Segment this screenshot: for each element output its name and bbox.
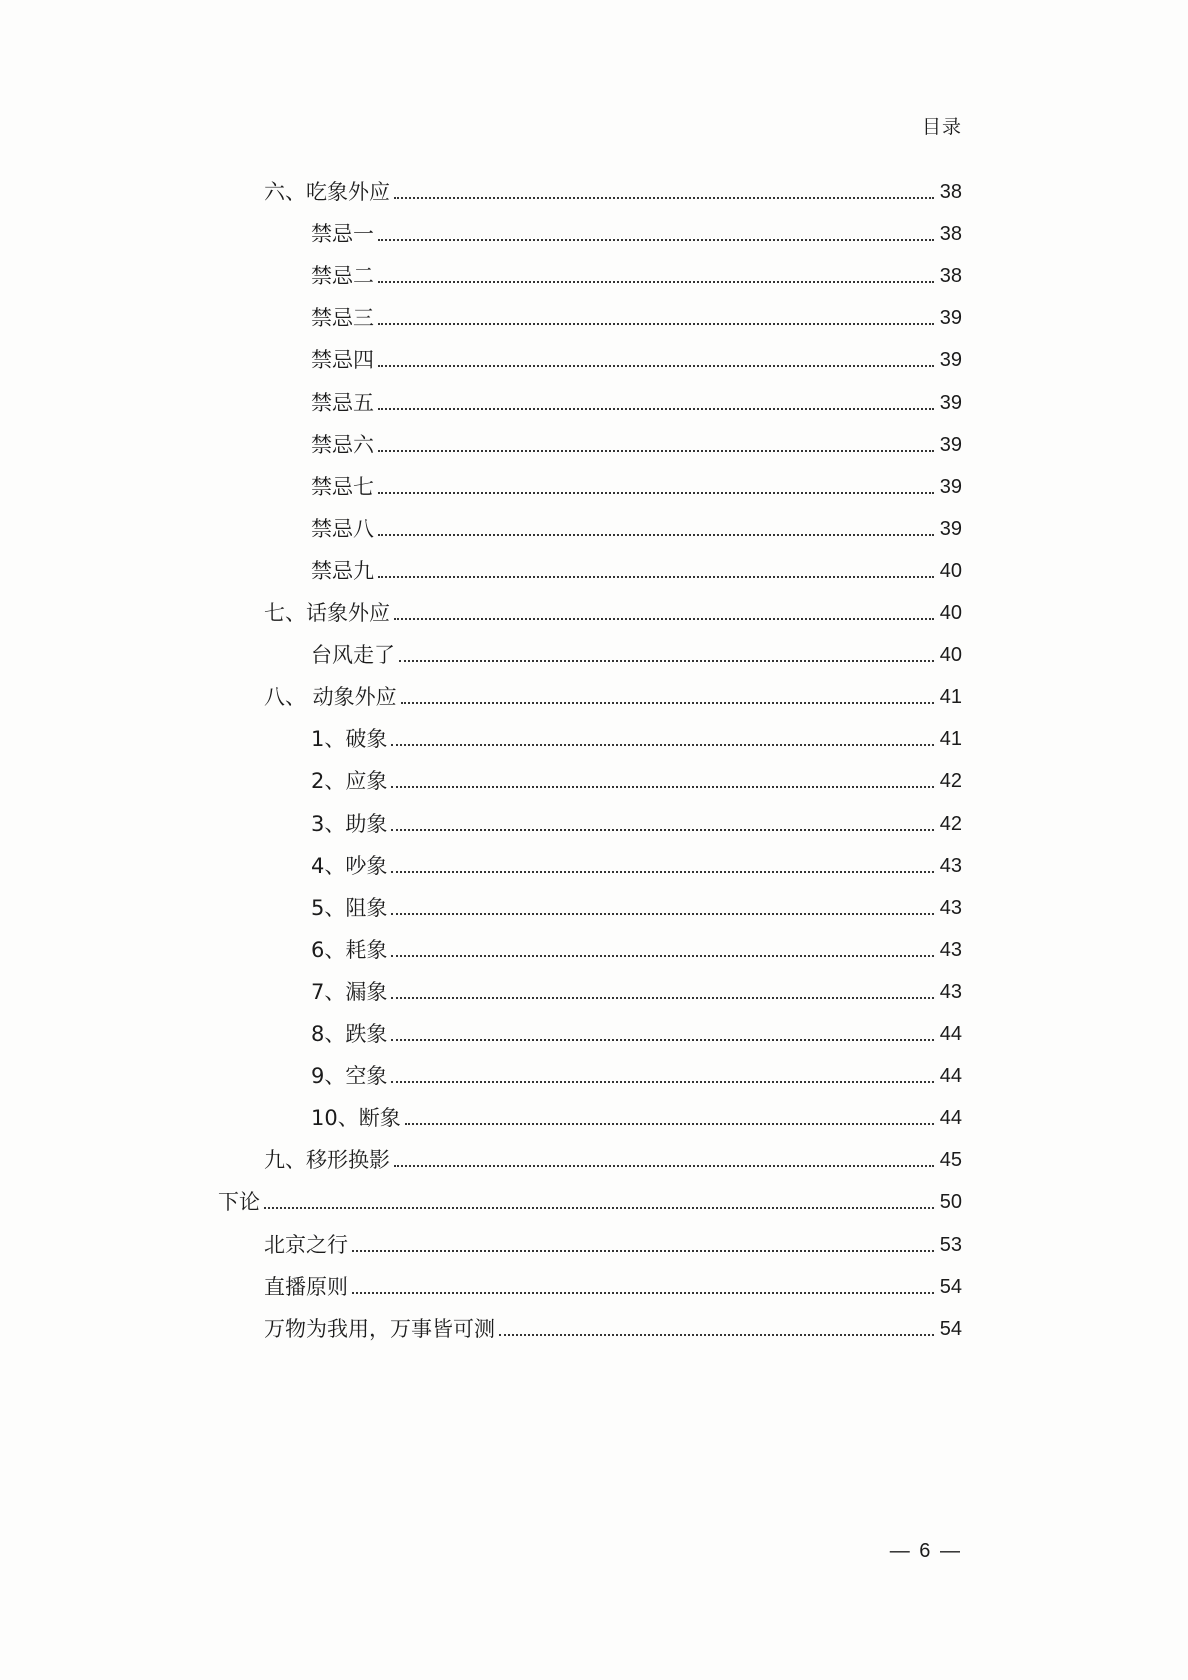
- toc-dot-leader: [391, 955, 934, 957]
- toc-entry-page: 40: [939, 602, 962, 624]
- toc-entry: [264, 1314, 962, 1344]
- toc-entry-page: 39: [939, 518, 962, 540]
- toc-entry-page: 43: [939, 939, 962, 961]
- toc-dot-leader: [352, 1292, 934, 1294]
- toc-entry-page: 43: [939, 981, 962, 1003]
- toc-entry: [264, 177, 962, 207]
- toc-entry-page: 38: [939, 265, 962, 287]
- toc-entry-page: 44: [939, 1065, 962, 1087]
- toc-entry-title: 5、阻象: [311, 896, 388, 920]
- toc-dot-leader: [378, 576, 934, 578]
- toc-entry: [311, 1103, 962, 1133]
- toc-entry: [311, 809, 962, 839]
- toc-entry-title: 禁忌三: [311, 306, 374, 330]
- toc-entry-title: 8、跌象: [311, 1022, 388, 1046]
- toc-dot-leader: [378, 281, 934, 283]
- toc-entry-page: 44: [939, 1023, 962, 1045]
- toc-entry: [311, 893, 962, 923]
- toc-entry: [311, 977, 962, 1007]
- toc-entry-page: 39: [939, 349, 962, 371]
- toc-entry-page: 39: [939, 307, 962, 329]
- toc-dot-leader: [264, 1207, 934, 1209]
- toc-dot-leader: [378, 323, 934, 325]
- toc-entry-title: 六、吃象外应: [264, 180, 390, 204]
- toc-entry: [264, 1230, 962, 1260]
- toc-dot-leader: [391, 1081, 934, 1083]
- toc-dot-leader: [499, 1334, 934, 1336]
- toc-entry: [311, 1061, 962, 1091]
- toc-entry-page: 54: [939, 1276, 962, 1298]
- toc-entry-title: 禁忌一: [311, 222, 374, 246]
- toc-entry-page: 44: [939, 1107, 962, 1129]
- toc-entry-page: 41: [939, 728, 962, 750]
- toc-dot-leader: [405, 1123, 934, 1125]
- toc-entry-page: 39: [939, 434, 962, 456]
- toc-entry: [311, 303, 962, 333]
- toc-entry-title: 9、空象: [311, 1064, 388, 1088]
- toc-entry: [311, 430, 962, 460]
- toc-entry-title: 3、助象: [311, 812, 388, 836]
- toc-entry-title: 禁忌七: [311, 475, 374, 499]
- toc-dot-leader: [399, 660, 934, 662]
- toc-entry: [311, 472, 962, 502]
- toc-entry-title: 禁忌六: [311, 433, 374, 457]
- toc-entry-title: 禁忌五: [311, 391, 374, 415]
- toc-dot-leader: [378, 239, 934, 241]
- toc-entry: [311, 219, 962, 249]
- toc-entry-page: 42: [939, 770, 962, 792]
- toc-dot-leader: [378, 450, 934, 452]
- toc-entry-page: 53: [939, 1234, 962, 1256]
- toc-entry: [311, 1019, 962, 1049]
- toc-entry: [264, 598, 962, 628]
- toc-dot-leader: [401, 702, 934, 704]
- toc-entry-title: 七、话象外应: [264, 601, 390, 625]
- toc-entry: [264, 682, 962, 712]
- page-number: — 6 —: [889, 1540, 962, 1562]
- toc-entry-title: 下论: [218, 1190, 260, 1214]
- toc-entry: [264, 1272, 962, 1302]
- toc-entry-title: 7、漏象: [311, 980, 388, 1004]
- toc-entry: [311, 724, 962, 754]
- toc-entry-title: 禁忌九: [311, 559, 374, 583]
- toc-entry-page: 45: [939, 1149, 962, 1171]
- toc-entry: [311, 935, 962, 965]
- toc-dot-leader: [378, 365, 934, 367]
- toc-entry-page: 40: [939, 644, 962, 666]
- toc-dot-leader: [378, 408, 934, 410]
- toc-entry-page: 40: [939, 560, 962, 582]
- toc-dot-leader: [391, 744, 934, 746]
- toc-entry: [218, 1187, 962, 1217]
- toc-entry-page: 39: [939, 476, 962, 498]
- toc-dot-leader: [391, 871, 934, 873]
- toc-entry-page: 43: [939, 897, 962, 919]
- toc-entry-title: 八、 动象外应: [264, 685, 397, 709]
- toc-entry: [311, 388, 962, 418]
- toc-entry-title: 2、应象: [311, 769, 388, 793]
- toc-entry-title: 6、耗象: [311, 938, 388, 962]
- toc-dot-leader: [394, 197, 934, 199]
- toc-dot-leader: [391, 829, 934, 831]
- toc-entry-title: 直播原则: [264, 1275, 348, 1299]
- toc-entry-page: 50: [939, 1191, 962, 1213]
- toc-entry: [311, 766, 962, 796]
- toc-entry-page: 42: [939, 813, 962, 835]
- toc-entry-page: 39: [939, 392, 962, 414]
- toc-entry-page: 41: [939, 686, 962, 708]
- toc-entry-page: 43: [939, 855, 962, 877]
- toc-dot-leader: [378, 492, 934, 494]
- toc-dot-leader: [391, 997, 934, 999]
- toc-entry: [311, 640, 962, 670]
- toc-entry-title: 4、吵象: [311, 854, 388, 878]
- toc-entry-title: 九、移形换影: [264, 1148, 390, 1172]
- toc-entry-title: 万物为我用，万事皆可测: [264, 1317, 495, 1341]
- page-header-title: 目录: [921, 116, 962, 138]
- toc-entry: [311, 261, 962, 291]
- toc-dot-leader: [391, 786, 934, 788]
- toc-dot-leader: [352, 1250, 934, 1252]
- toc-entry: [311, 851, 962, 881]
- toc-entry-title: 北京之行: [264, 1233, 348, 1257]
- toc-entry: [311, 556, 962, 586]
- toc-entry: [264, 1145, 962, 1175]
- toc-entry-title: 禁忌八: [311, 517, 374, 541]
- toc-entry-title: 1、破象: [311, 727, 388, 751]
- toc-entry: [311, 345, 962, 375]
- toc-entry-title: 10、断象: [311, 1106, 401, 1130]
- toc-dot-leader: [391, 1039, 934, 1041]
- toc-entry: [311, 514, 962, 544]
- toc-dot-leader: [391, 913, 934, 915]
- toc-entry-page: 54: [939, 1318, 962, 1340]
- toc-entry-page: 38: [939, 223, 962, 245]
- toc-dot-leader: [378, 534, 934, 536]
- toc-entry-title: 禁忌二: [311, 264, 374, 288]
- toc-dot-leader: [394, 618, 934, 620]
- toc-entry-title: 禁忌四: [311, 348, 374, 372]
- toc-dot-leader: [394, 1165, 934, 1167]
- toc-entry-title: 台风走了: [311, 643, 395, 667]
- toc-entry-page: 38: [939, 181, 962, 203]
